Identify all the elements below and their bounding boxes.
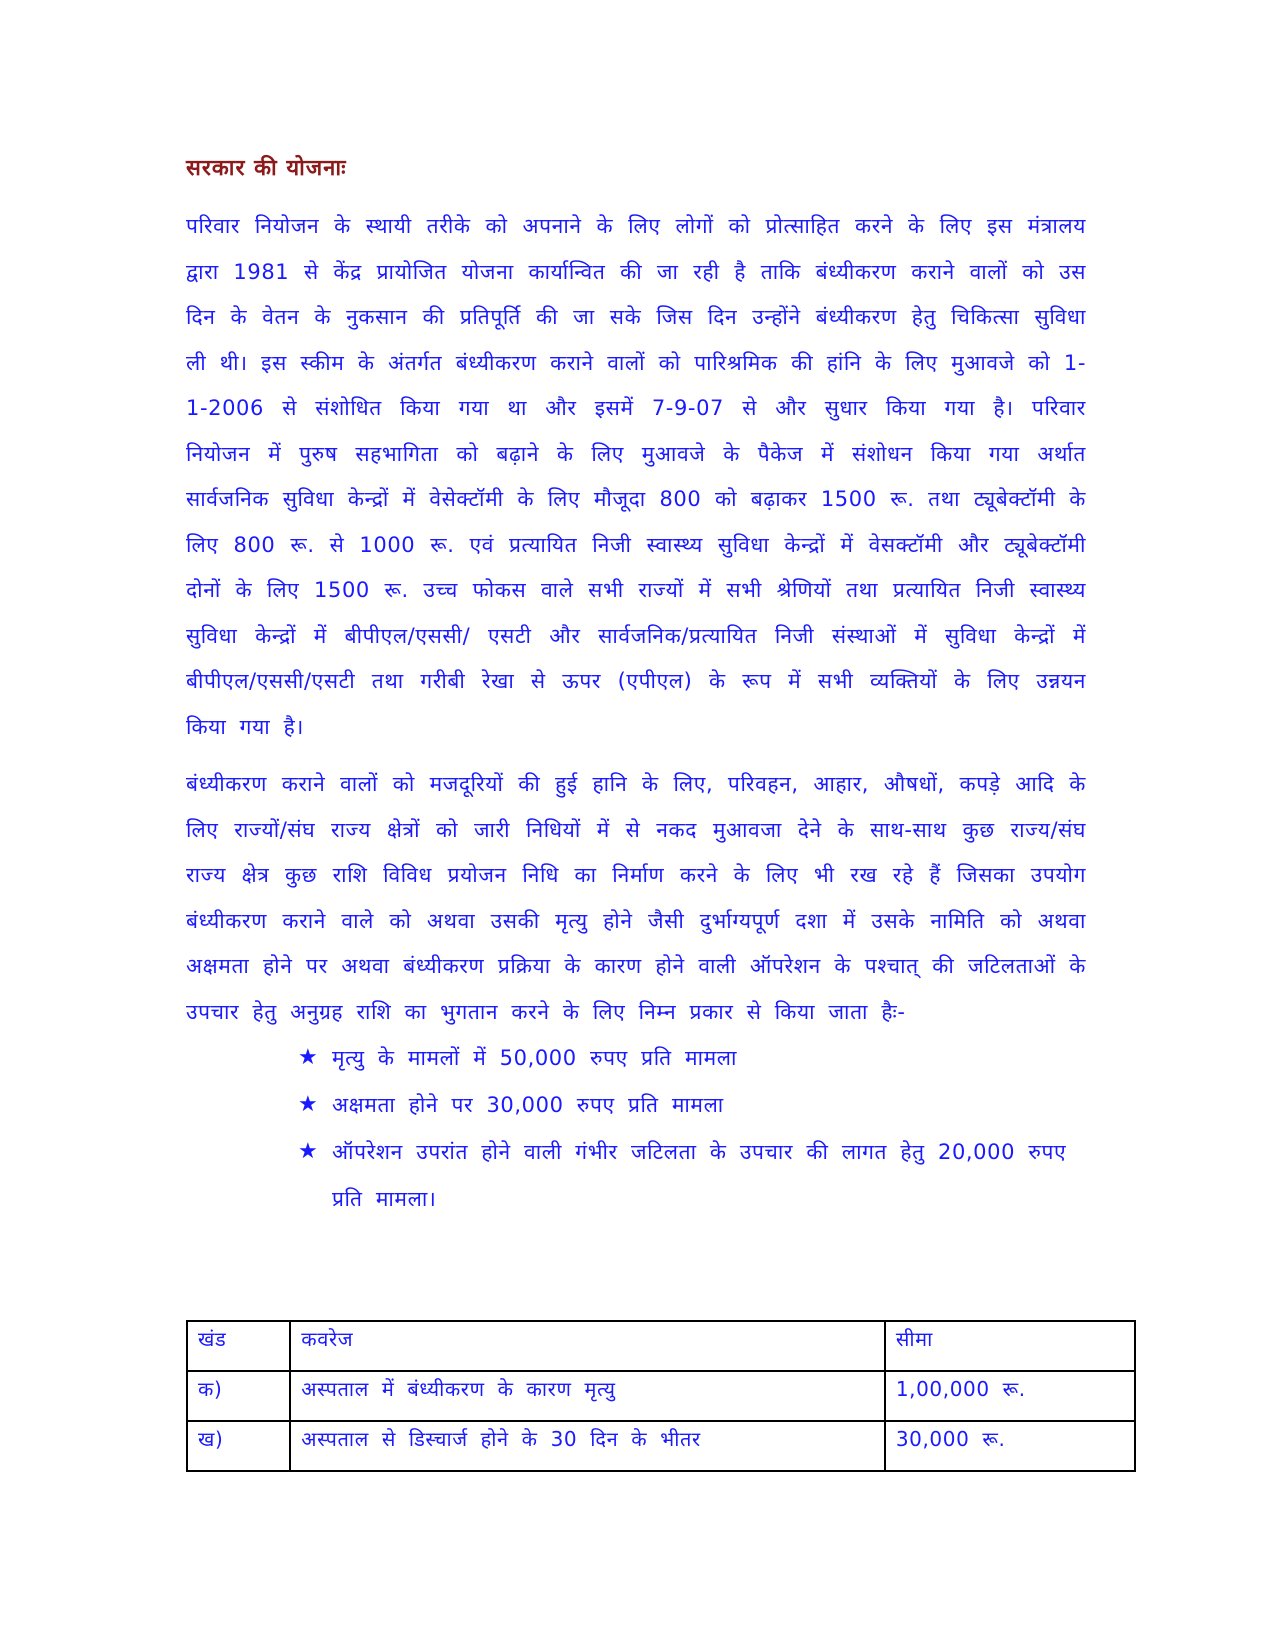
list-item <box>298 1035 1086 1082</box>
list-item-text: अक्षमता होने पर 30,000 रुपए प्रति मामला <box>332 1093 724 1117</box>
list-item <box>298 1082 1086 1129</box>
cell-section: क) <box>187 1371 290 1421</box>
cell-coverage: अस्पताल से डिस्चार्ज होने के 30 दिन के भीतर <box>290 1421 885 1471</box>
table-header-row <box>187 1321 1135 1371</box>
star-icon: ★ <box>298 1092 319 1117</box>
list-item-text: मृत्यु के मामलों में 50,000 रुपए प्रति मामला <box>332 1046 738 1070</box>
coverage-table <box>186 1320 1136 1472</box>
star-icon: ★ <box>298 1045 319 1070</box>
star-icon: ★ <box>298 1139 319 1164</box>
compensation-list <box>186 1035 1086 1223</box>
list-item <box>298 1129 1086 1223</box>
document-page <box>186 140 1086 1223</box>
list-item-text: ऑपरेशन उपरांत होने वाली गंभीर जटिलता के उपचार की लागत हेतु 20,000 रुपए प्रति मामला। <box>332 1140 1067 1211</box>
paragraph-scheme-intro: परिवार नियोजन के स्थायी तरीके को अपनाने के लिए लोगों को प्रोत्साहित करने के लिए इस मंत्रालय द्वारा 1981 से केंद्र प्रायोजित योजना कार्यान्वित की जा रही है ताकि बंध्यीकरण कराने वालों को उस दिन के वेतन के नुकसान की प्रतिपूर्ति की जा सके जिस दिन उन्होंने बंध्यीकरण हेतु चिकित्सा सुविधा ली थी। इस स्कीम के अंतर्गत बंध्यीकरण कराने वालों को पारिश्रमिक की हांनि के लिए मुआवजे को 1-1-2006 से संशोधित किया गया था और इसमें 7-9-07 से और सुधार किया गया है। परिवार नियोजन में पुरुष सहभागिता को बढ़ाने के लिए मुआवजे के पैकेज में संशोधन किया गया अर्थात सार्वजनिक सुविधा केन्द्रों में वेसेक्टॉमी के लिए मौजूदा 800 को बढ़ाकर 1500 रू. तथा ट्यूबेक्टॉमी के लिए 800 रू. से 1000 रू. एवं प्रत्यायित निजी स्वास्थ्य सुविधा केन्द्रों में वेसक्टॉमी और ट्यूबेक्टॉमी दोनों के लिए 1500 रू. उच्च फोकस वाले सभी राज्यों में सभी श्रेणियों तथा प्रत्यायित निजी स्वास्थ्य सुविधा केन्द्रों में बीपीएल/एससी/ एसटी और सार्वजनिक/प्रत्यायित निजी संस्थाओं में सुविधा केन्द्रों में बीपीएल/एससी/एसटी तथा गरीबी रेखा से ऊपर (एपीएल) के रूप में सभी व्यक्तियों के लिए उन्नयन किया गया है। <box>186 214 1086 739</box>
paragraph-compensation-fund: बंध्यीकरण कराने वालों को मजदूरियों की हुई हानि के लिए, परिवहन, आहार, औषधों, कपड़े आदि के लिए राज्यों/संघ राज्य क्षेत्रों को जारी निधियों में से नकद मुआवजा देने के साथ-साथ कुछ राज्य/संघ राज्य क्षेत्र कुछ राशि विविध प्रयोजन निधि का निर्माण करने के लिए भी रख रहे हैं जिसका उपयोग बंध्यीकरण कराने वाले को अथवा उसकी मृत्यु होने जैसी दुर्भाग्यपूर्ण दशा में उसके नामिति को अथवा अक्षमता होने पर अथवा बंध्यीकरण प्रक्रिया के कारण होने वाली ऑपरेशन के पश्चात् की जटिलताओं के उपचार हेतु अनुग्रह राशि का भुगतान करने के लिए निम्न प्रकार से किया जाता हैः- <box>186 772 1086 1024</box>
cell-coverage: अस्पताल में बंध्यीकरण के कारण मृत्यु <box>290 1371 885 1421</box>
header-section: खंड <box>187 1321 290 1371</box>
header-coverage: कवरेज <box>290 1321 885 1371</box>
cell-limit: 1,00,000 रू. <box>885 1371 1135 1421</box>
header-limit: सीमा <box>885 1321 1135 1371</box>
cell-section: ख) <box>187 1421 290 1471</box>
table-row <box>187 1421 1135 1471</box>
section-heading: सरकार की योजनाः <box>186 156 347 181</box>
cell-limit: 30,000 रू. <box>885 1421 1135 1471</box>
table-row <box>187 1371 1135 1421</box>
